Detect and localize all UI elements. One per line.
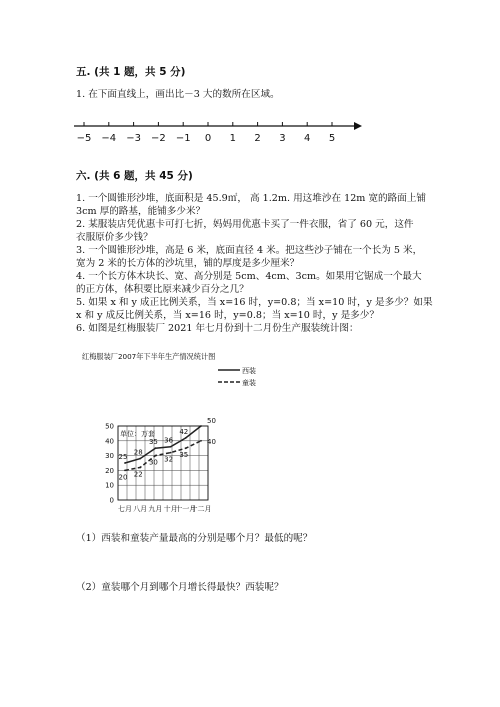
number-line-label: −2 [151,133,166,144]
section-6-line: 2. 某服装店凭优惠卡可打七折，妈妈用优惠卡买了一件衣服，省了 60 元，这件 [76,219,414,230]
sub-question-1: （1）西装和童装产量最高的分别是哪个月？最低的呢？ [76,533,313,544]
y-tick-label: 10 [105,481,114,490]
data-label: 30 [148,458,158,467]
data-label: 36 [164,436,174,445]
data-point [185,447,187,449]
data-label: 35 [148,438,158,447]
data-label: 25 [118,453,128,461]
data-label: 32 [164,455,174,464]
number-line-label: −4 [101,133,117,144]
section-6-line: 4. 一个长方体木块长、宽、高分别是 5cm、4cm、3cm。如果用它锯成一个最大 [76,271,422,282]
legend-label: 西装 [242,367,256,375]
data-label: 42 [179,427,189,436]
data-point [185,437,187,439]
x-tick-label: 十二月 [190,505,212,513]
data-point [170,452,172,454]
arrow-right-icon [354,122,362,130]
data-point [124,470,126,472]
chart-unit-label: 单位：万套 [120,430,155,438]
x-tick-label: 九月 [148,505,163,513]
section-6-line: x 和 y 成反比例关系，当 x=16 时，y=0.8；当 x=10 时，y 是多少？ [76,310,379,321]
number-line-label: −3 [126,133,141,144]
section-6-heading: 六. (共 6 题，共 45 分) [76,170,193,182]
number-line-label: 3 [279,133,286,144]
section-6-line: 3cm 厚的路基，能铺多少米？ [76,206,206,217]
y-tick-label: 30 [105,452,114,461]
x-tick-label: 十月 [163,505,178,513]
number-line-label: 5 [328,133,336,144]
data-point [155,447,157,449]
y-tick-label: 0 [109,496,114,505]
number-line-label: 0 [204,133,212,144]
x-tick-label: 七月 [118,505,132,513]
sub-question-2: （2）童装哪个月到哪个月增长得最快？西装呢？ [76,582,284,593]
number-line-label: −1 [175,133,191,144]
section-6-line: 宽为 2 米的长方体的沙坑里，铺的厚度是多少厘米？ [76,258,300,269]
number-line-label: 2 [254,133,261,144]
data-point [170,446,172,448]
number-line [70,116,370,152]
section-6-line: 6. 如图是红梅服装厂 2021 年七月份到十二月份生产服装统计图： [76,323,359,334]
data-point [200,425,202,427]
y-tick-label: 40 [105,437,114,446]
data-label: 28 [133,448,143,457]
data-point [155,455,157,457]
legend-label: 童装 [242,379,256,387]
question-1-text: 1. 在下面直线上，画出比－3 大的数所在区域。 [76,89,280,100]
section-5-heading: 五. (共 1 题，共 5 分) [76,66,186,78]
section-6-line: 5. 如果 x 和 y 成正比例关系，当 x=16 时，y=0.8；当 x=10 时，y 是多少？如果 [76,297,433,308]
data-label: 40 [207,437,216,446]
section-6-line: 3. 一个圆锥形沙堆，高是 6 米，底面直径 4 米。把这些沙子铺在一个长为 5 米， [76,245,423,256]
data-point [200,440,202,442]
x-tick-label: 八月 [133,505,148,513]
y-tick-label: 20 [105,466,114,475]
data-label: 35 [179,451,189,460]
data-point [124,462,126,464]
y-tick-label: 50 [105,422,114,431]
data-point [139,467,141,469]
number-line-label: −5 [76,133,92,144]
number-line-label: 1 [229,133,236,144]
data-label: 22 [133,470,143,479]
chart-title: 红梅服装厂2007年下半年生产情况统计图 [82,352,216,361]
section-6-line: 的正方体，体积要比原来减少百分之几？ [76,284,249,295]
number-line-label: 4 [304,133,311,144]
x-tick-label: 十一月 [175,505,197,513]
section-6-line: 衣服原价多少钱？ [76,232,153,243]
data-label: 50 [207,417,216,425]
data-point [139,458,141,460]
data-label: 20 [118,473,128,482]
production-line-chart [76,346,256,516]
section-6-line: 1. 一个圆锥形沙堆，底面积是 45.9㎡， 高 1.2m. 用这堆沙在 12m 宽的路面上铺 [76,193,427,204]
